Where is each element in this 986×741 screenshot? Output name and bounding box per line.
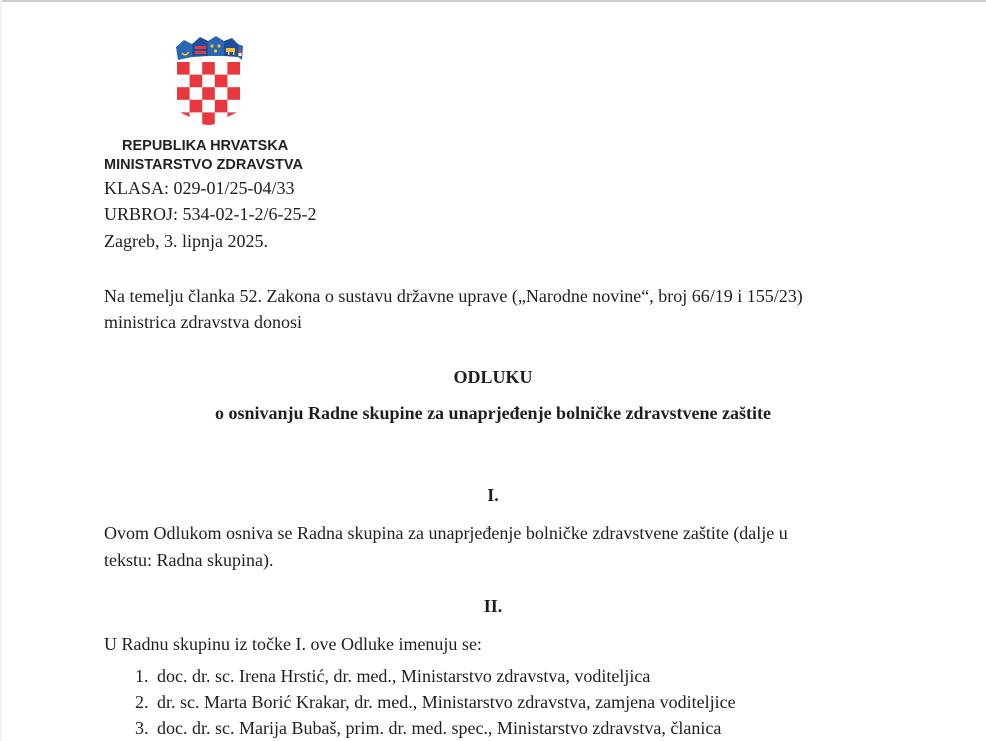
section-heading-1: I.: [487, 485, 499, 505]
preamble-line-2: ministrica zdravstva donosi: [104, 312, 302, 332]
checkered-shield: [177, 62, 240, 125]
coat-of-arms-icon: [172, 33, 246, 127]
section-1-line-1: Ovom Odlukom osniva se Radna skupina za unaprjeđenje bolničke zdravstvene zaštite (dalje u: [104, 523, 788, 543]
urbroj-reference: URBROJ: 534-02-1-2/6-25-2: [104, 204, 317, 224]
place-date: Zagreb, 3. lipnja 2025.: [104, 231, 268, 251]
member-text: doc. dr. sc. Irena Hrstić, dr. med., Ministarstvo zdravstva, voditeljica: [157, 666, 651, 686]
member-number: 1.: [135, 666, 149, 686]
country-name: REPUBLIKA HRVATSKA: [122, 138, 289, 154]
section-1-line-2: tekstu: Radna skupina).: [104, 550, 274, 570]
crown: [176, 36, 243, 60]
member-text: doc. dr. sc. Marija Bubaš, prim. dr. med. spec., Ministarstvo zdravstva, članica: [157, 718, 722, 738]
section-heading-2: II.: [483, 596, 503, 616]
member-number: 2.: [135, 692, 149, 712]
member-number: 3.: [135, 718, 149, 738]
page-top-edge: [0, 0, 986, 2]
decision-subtitle: o osnivanju Radne skupine za unaprjeđenje bolničke zdravstvene zaštite: [214, 403, 772, 423]
preamble-line-1: Na temelju članka 52. Zakona o sustavu državne uprave („Narodne novine“, broj 66/19 i 155/23): [104, 286, 803, 306]
member-text: dr. sc. Marta Borić Krakar, dr. med., Ministarstvo zdravstva, zamjena voditeljice: [157, 692, 736, 712]
ministry-name: MINISTARSTVO ZDRAVSTVA: [104, 157, 303, 173]
klasa-reference: KLASA: 029-01/25-04/33: [104, 178, 295, 198]
section-2-intro: U Radnu skupinu iz točke I. ove Odluke imenuju se:: [104, 634, 482, 654]
member-list-item: [0, 718, 986, 741]
member-list-item: [0, 666, 986, 690]
decision-title: ODLUKU: [453, 367, 533, 387]
member-list-item: [0, 692, 986, 716]
